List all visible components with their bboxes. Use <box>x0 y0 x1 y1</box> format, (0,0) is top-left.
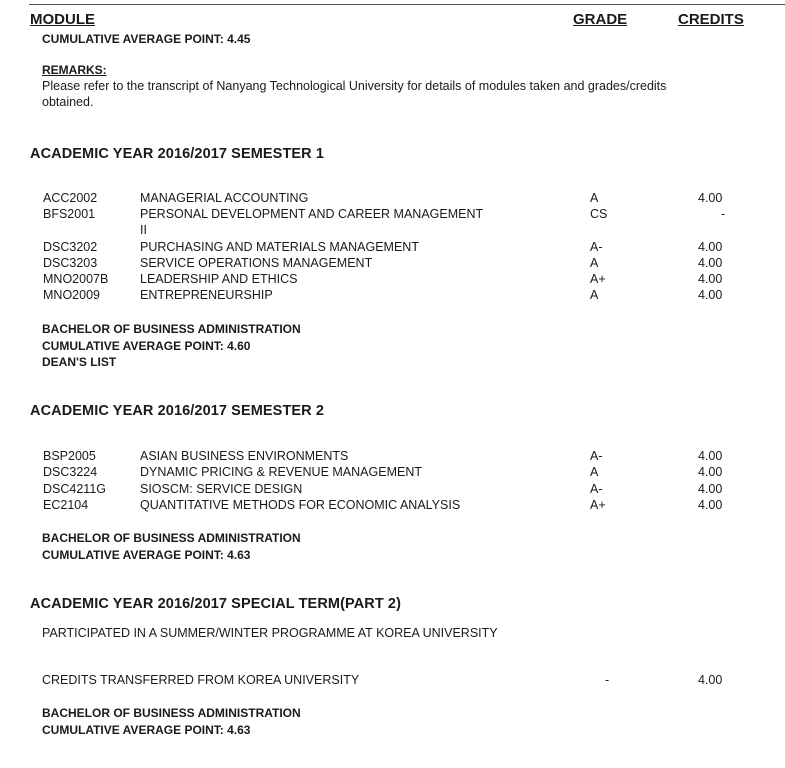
module-grade: A <box>590 191 599 205</box>
module-credits: 4.00 <box>698 191 723 205</box>
module-credits: 4.00 <box>698 240 723 254</box>
credits-header: CREDITS <box>678 11 744 28</box>
credit-transfer-grade: - <box>605 673 610 687</box>
module-grade: A+ <box>590 272 606 286</box>
sem1-title: ACADEMIC YEAR 2016/2017 SEMESTER 1 <box>30 146 325 162</box>
module-title: PURCHASING AND MATERIALS MANAGEMENT <box>140 240 419 254</box>
module-grade: A <box>590 256 599 270</box>
module-title: DYNAMIC PRICING & REVENUE MANAGEMENT <box>140 465 422 479</box>
sem1-deans-list: DEAN'S LIST <box>42 355 117 369</box>
sem1-programme: BACHELOR OF BUSINESS ADMINISTRATION <box>42 322 301 336</box>
special-cap: CUMULATIVE AVERAGE POINT: 4.63 <box>42 723 251 737</box>
credit-transfer-row <box>0 673 785 689</box>
grade-header: GRADE <box>573 11 628 28</box>
module-row <box>0 449 785 465</box>
module-title: LEADERSHIP AND ETHICS <box>140 272 298 286</box>
module-code: DSC3224 <box>43 465 98 479</box>
sem1-cap: CUMULATIVE AVERAGE POINT: 4.60 <box>42 339 251 353</box>
module-title: ASIAN BUSINESS ENVIRONMENTS <box>140 449 349 463</box>
module-code: EC2104 <box>43 498 89 512</box>
module-title: MANAGERIAL ACCOUNTING <box>140 191 309 205</box>
module-header: MODULE <box>30 11 95 28</box>
module-code: DSC3203 <box>43 256 98 270</box>
module-row <box>0 465 785 481</box>
module-row <box>0 240 785 256</box>
module-grade: CS <box>590 207 608 221</box>
module-row <box>0 207 785 223</box>
module-code: MNO2007B <box>43 272 109 286</box>
module-grade: A- <box>590 449 603 463</box>
module-row-continuation <box>0 223 785 239</box>
credit-transfer-credits: 4.00 <box>698 673 723 687</box>
special-term-title: ACADEMIC YEAR 2016/2017 SPECIAL TERM(PART 2) <box>30 596 402 612</box>
module-credits: 4.00 <box>698 465 723 479</box>
module-row <box>0 256 785 272</box>
module-code: BSP2005 <box>43 449 96 463</box>
module-title: ENTREPRENEURSHIP <box>140 288 273 302</box>
module-credits: - <box>721 207 726 221</box>
module-grade: A+ <box>590 498 606 512</box>
exchange-programme-note: PARTICIPATED IN A SUMMER/WINTER PROGRAMME AT KOREA UNIVERSITY <box>42 626 498 640</box>
module-title: SIOSCM: SERVICE DESIGN <box>140 482 303 496</box>
module-code: DSC4211G <box>43 482 106 496</box>
module-credits: 4.00 <box>698 288 723 302</box>
module-code: MNO2009 <box>43 288 100 302</box>
module-row <box>0 191 785 207</box>
module-title-continued: II <box>140 223 147 237</box>
module-credits: 4.00 <box>698 449 723 463</box>
module-credits: 4.00 <box>698 272 723 286</box>
sem2-title: ACADEMIC YEAR 2016/2017 SEMESTER 2 <box>30 403 325 419</box>
module-row <box>0 482 785 498</box>
remarks-label: REMARKS: <box>42 63 107 77</box>
top-rule <box>29 4 785 5</box>
special-programme: BACHELOR OF BUSINESS ADMINISTRATION <box>42 706 301 720</box>
module-credits: 4.00 <box>698 498 723 512</box>
module-grade: A- <box>590 482 603 496</box>
intro-cap: CUMULATIVE AVERAGE POINT: 4.45 <box>42 32 251 46</box>
module-row <box>0 288 785 304</box>
module-grade: A <box>590 465 599 479</box>
module-grade: A <box>590 288 599 302</box>
module-title: QUANTITATIVE METHODS FOR ECONOMIC ANALYSIS <box>140 498 461 512</box>
module-credits: 4.00 <box>698 482 723 496</box>
sem2-cap: CUMULATIVE AVERAGE POINT: 4.63 <box>42 548 251 562</box>
module-row <box>0 272 785 288</box>
sem2-programme: BACHELOR OF BUSINESS ADMINISTRATION <box>42 531 301 545</box>
module-code: DSC3202 <box>43 240 98 254</box>
module-code: BFS2001 <box>43 207 96 221</box>
module-title: SERVICE OPERATIONS MANAGEMENT <box>140 256 373 270</box>
module-grade: A- <box>590 240 603 254</box>
module-credits: 4.00 <box>698 256 723 270</box>
remarks-text-line1: Please refer to the transcript of Nanyang Technological University for details of modules taken and grades/credits <box>42 79 667 93</box>
module-title: PERSONAL DEVELOPMENT AND CAREER MANAGEMENT <box>140 207 484 221</box>
credit-transfer-label: CREDITS TRANSFERRED FROM KOREA UNIVERSITY <box>42 673 360 687</box>
remarks-text-line2: obtained. <box>42 95 94 109</box>
module-row <box>0 498 785 514</box>
module-code: ACC2002 <box>43 191 98 205</box>
